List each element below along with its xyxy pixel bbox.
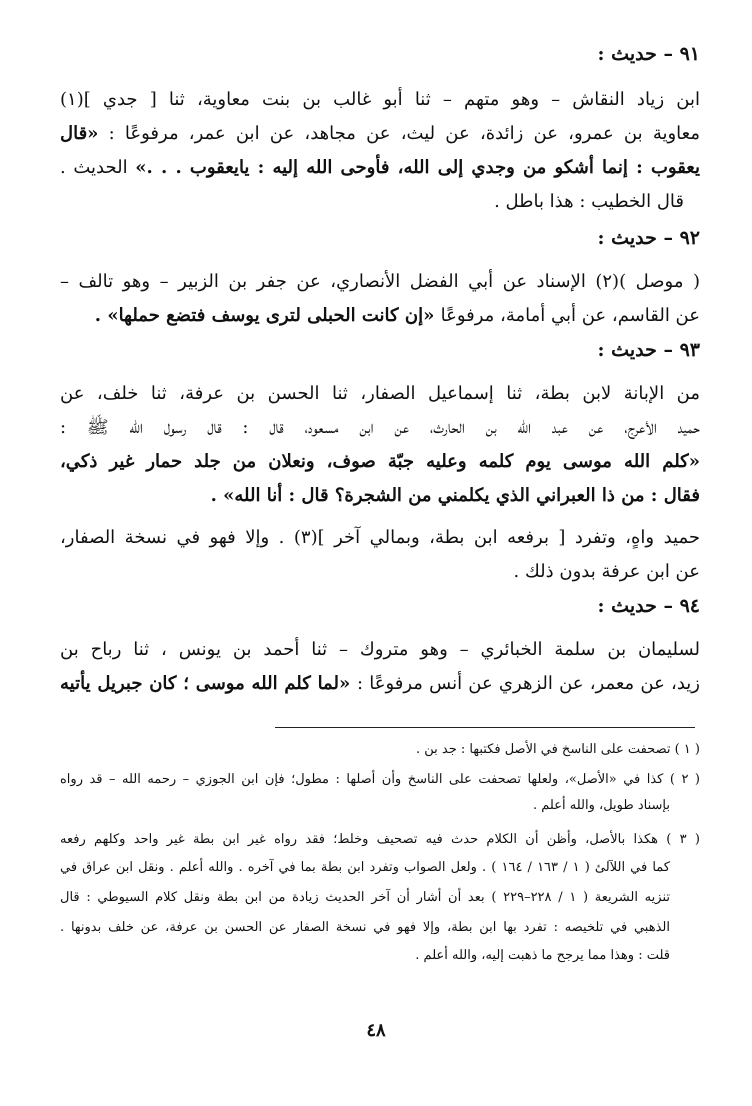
hadith-heading-93: ٩٣ – حديث : — [597, 339, 700, 361]
text-line-12: عن ابن عرفة بدون ذلك . — [513, 561, 700, 582]
text-line-9: «كلم الله موسى يوم كلمه وعليه جبّة صوف، ونعلان من جلد حمار غير ذكي، — [60, 451, 700, 472]
footnote-divider — [275, 727, 695, 728]
footnote-3-cont-2: تنزيه الشريعة ( ١ / ٢٢٨–٢٢٩ ) بعد أن أشار أن آخر الحديث زيادة من ابن بطة ونقل كلام السيوطي : قال — [60, 890, 670, 905]
text-line-13: لسليمان بن سلمة الخبائري – وهو متروك – ثنا أحمد بن يونس ، ثنا رباح بن — [60, 639, 700, 660]
text-line-6-bold: «إن كانت الحبلى لترى يوسف فتضع حملها» . — [94, 305, 441, 326]
text-line-2 — [60, 118, 700, 150]
text-line-11: حميد واهٍ، وتفرد [ برفعه ابن بطة، وبمالي آخر ](٣) . وإلا فهو في نسخة الصفار، — [60, 527, 700, 548]
text-line-2-bold: «قال — [60, 123, 99, 144]
text-line-4: قال الخطيب : هذا باطل . — [494, 191, 684, 212]
text-line-6 — [60, 300, 700, 332]
footnote-3: ( ٣ ) هكذا بالأصل، وأظن أن الكلام حدث فيه تصحيف وخلط؛ فقد رواه غير ابن بطة غير واحد وكلهم رفعه — [60, 832, 700, 847]
text-line-6-plain: عن القاسم، عن أبي أمامة، مرفوعًا — [440, 305, 700, 326]
text-line-1: ابن زياد النقاش – وهو متهم – ثنا أبو غالب بن بنت معاوية، ثنا [ جدي ](١) — [60, 89, 700, 110]
footnote-3-cont-3: الذهبي في تلخيصه : تفرد بها ابن بطة، وإلا فهو في نسخة الصفار عن الحسن بن عرفة، عن خلف بدونها . — [60, 920, 670, 935]
hadith-heading-94: ٩٤ – حديث : — [597, 595, 700, 617]
hadith-heading-92: ٩٢ – حديث : — [597, 227, 700, 249]
text-line-10: فقال : من ذا العبراني الذي يكلمني من الشجرة؟ قال : أنا الله» . — [210, 485, 700, 506]
footnote-3-cont-4: قلت : وهذا مما يرجح ما ذهبت إليه، والله أعلم . — [415, 948, 670, 963]
page-number: ٤٨ — [366, 1020, 386, 1041]
text-line-2-plain: معاوية بن عمرو، عن زائدة، عن ليث، عن مجاهد، عن ابن عمر، مرفوعًا : — [108, 123, 700, 144]
text-line-7: من الإبانة لابن بطة، ثنا إسماعيل الصفار، ثنا الحسن بن عرفة، ثنا خلف، عن — [60, 383, 700, 404]
text-line-3-plain: الحديث . — [60, 157, 136, 178]
hadith-heading-91: ٩١ – حديث : — [597, 43, 700, 65]
footnote-1: ( ١ ) تصحفت على الناسخ في الأصل فكتبها : جد بن . — [415, 742, 700, 757]
text-line-5: ( موصل )(٢) الإسناد عن أبي الفضل الأنصاري، عن جفر بن الزبير – وهو تالف – — [60, 271, 700, 292]
text-line-14-plain: زيد، عن معمر، عن الزهري عن أنس مرفوعًا : — [356, 673, 700, 694]
text-line-3 — [60, 152, 700, 184]
footnote-3-cont-1: كما في اللآلئ ( ١ / ١٦٣ / ١٦٤ ) . ولعل الصواب وتفرد ابن بطة بما في آخره . والله أعلم . ونقل ابن عراق في — [60, 860, 670, 875]
text-line-14-bold: «لما كلم الله موسى ؛ كان جبريل يأتيه — [60, 673, 357, 694]
footnote-2-cont: بإسناد طويل، والله أعلم . — [533, 798, 670, 813]
text-line-3-bold: يعقوب : إنما أشكو من وجدي إلى الله، فأوحى الله إليه : يايعقوب . . .» — [135, 157, 700, 178]
text-line-14 — [60, 668, 700, 700]
text-line-8: حميد الأعرج، عن عبد الله بن الحارث، عن ابن مسعود، قال : قال رسول الله ﷺ : — [60, 417, 700, 438]
footnote-2: ( ٢ ) كذا في «الأصل»، ولعلها تصحفت على الناسخ وأن أصلها : مطول؛ فإن ابن الجوزي – رحمه الله – قد رواه — [60, 772, 700, 787]
